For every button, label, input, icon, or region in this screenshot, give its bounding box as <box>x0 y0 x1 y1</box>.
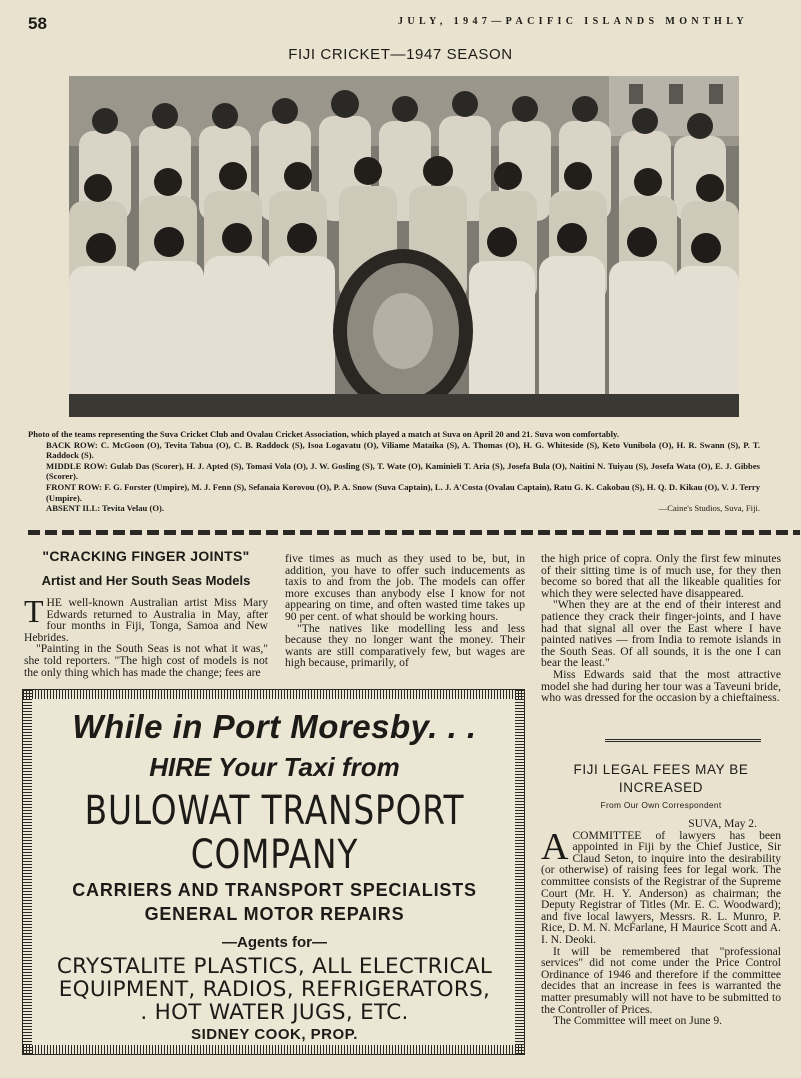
ad-company-name-2: COMPANY <box>190 832 359 878</box>
ad-agents-2: EQUIPMENT, RADIOS, REFRIGERATORS, <box>58 977 491 1002</box>
ad-border-bottom <box>23 1045 524 1054</box>
team-photo-image <box>69 76 739 417</box>
ad-proprietor: SIDNEY COOK, PROP. <box>191 1026 358 1043</box>
caption-back-row: BACK ROW: C. McGoon (O), Tevita Tabua (O), C. B. Raddock (S), Isoa Logavatu (O), Viliame Mataika (S), A. Thomas (O), H. G. Whiteside (S), Keto Vunibola (O), H. R. Swann (S), P. T. Raddock (S). <box>46 439 760 461</box>
legal-dropcap: A <box>541 825 569 868</box>
legal-paragraph-3: The Committee will meet on June 9. <box>553 1014 723 1028</box>
models-paragraph-1: THE well-known Australian artist Miss Mary Edwards returned to Australia in May, after four months in Fiji, Tonga, Samoa and New Hebrides. <box>24 593 268 644</box>
legal-paragraph-2: It will be remembered that "professional services" did not come under the Price Control Ordinance of 1946 and therefore if the committee decides that an increase in fees is warranted the matter presumably will not have to be submitted to the Controller of Prices. <box>541 944 781 1016</box>
caption-front-row: FRONT ROW: F. G. Forster (Umpire), M. J. Fenn (S), Sefanaia Korovou (O), P. A. Snow (Suva Captain), L. J. A'Costa (Ovalau Captain), Ratu G. K. Cakobau (S), H. Q. D. Kikau (O), V. J. Terry (Umpire). <box>46 481 760 503</box>
legal-article-title: FIJI LEGAL FEES MAY BE INCREASED <box>573 762 749 795</box>
caption-absent: ABSENT ILL: Tevita Velau (O). <box>46 503 165 514</box>
models-paragraph-3: five times as much as they used to be, but, in addition, you have to offer such inducements as taxis to and from the job. The models can offer more excuses than anybody else I know for not appearing on time, and often wasted time takes up 90 per cent. of what should be working hours. <box>285 552 525 623</box>
legal-article-body <box>541 818 781 1027</box>
models-paragraph-4: "The natives like modelling less and less because they no longer want the money. Their wants are still comparatively few, but wages are high because, primarily, of <box>285 621 525 670</box>
models-subhead: Artist and Her South Seas Models <box>41 573 251 588</box>
ad-headline: While in Port Moresby. . . <box>72 708 477 745</box>
models-article-right-column <box>541 553 781 704</box>
models-paragraph-2: "Painting in the South Seas is not what it was," she told reporters. "The high cost of models is not the only thing which has made the change; fees are <box>24 642 268 679</box>
ad-agents-1: CRYSTALITE PLASTICS, ALL ELECTRICAL <box>56 954 493 979</box>
models-headline: "CRACKING FINGER JOINTS" <box>42 548 250 564</box>
legal-paragraph-1: ACOMMITTEE of lawyers has been appointed in Fiji by the Chief Justice, Sir Claud Seton, to inquire into the desirability (or otherwise) of raising fees for legal work. The committee consists of the Registrar of the Supreme Court (Mr. H. Y. Anderson) as chairman; the Deputy Registrar of Titles (Mr. E. C. Woodward); and five local lawyers, Messrs. R. L. Munro, P. Rice, D. M. N. McFarlane, H Maurice Scott and A. I. N. Deoki. <box>541 825 781 946</box>
section-divider <box>28 530 800 535</box>
models-article-left-column <box>24 548 268 678</box>
models-paragraph-7: Miss Edwards said that the most attractive model she had during her tour was a Taveuni bride, who was dressed for the occasion by a chieftainess. <box>541 667 781 705</box>
page-number: 58 <box>28 14 47 33</box>
bulowat-transport-advertisement <box>22 689 525 1055</box>
article-title: FIJI CRICKET—1947 SEASON <box>288 46 513 63</box>
models-paragraph-5: the high price of copra. Only the first few minutes of their sitting time is of much use, for they then become so bored that all the likeable qualities for which they were selected have disappeared. <box>541 552 781 600</box>
caption-middle-row: MIDDLE ROW: Gulab Das (Scorer), H. J. Apted (S), Tomasi Vola (O), J. W. Gosling (S), T. Wate (O), Kaminieli T. Aria (S), Josefa Bula (O), Naitini N. Tuiyau (S), Josefa Wata (O), E. J. Gibbes (Scorer). <box>46 460 760 482</box>
article-separator-rule <box>605 739 761 742</box>
ad-agents-3: . HOT WATER JUGS, ETC. <box>140 1000 409 1025</box>
ad-services-2: GENERAL MOTOR REPAIRS <box>144 904 405 924</box>
ad-agents-label: —Agents for— <box>222 934 327 951</box>
team-photo <box>69 76 739 417</box>
legal-article-byline: From Our Own Correspondent <box>600 800 722 810</box>
ad-hire-line: HIRE Your Taxi from <box>149 752 400 782</box>
models-dropcap: T <box>24 593 44 629</box>
caption-intro: Photo of the teams representing the Suva Cricket Club and Ovalau Cricket Association, which played a match at Suva on April 20 and 21. Suva won comfortably. <box>28 429 620 439</box>
ad-border-top <box>23 690 524 699</box>
ad-company-name-1: BULOWAT TRANSPORT <box>84 788 465 834</box>
ad-services-1: CARRIERS AND TRANSPORT SPECIALISTS <box>72 880 477 900</box>
photo-caption <box>28 429 760 514</box>
models-paragraph-6: "When they are at the end of their interest and patience they crack their finger-joints, and I have had that signal all over the East where I have painted natives — from India to remote islands in the South Seas. Of all sounds, it is the one I can bear the least." <box>541 598 781 670</box>
photo-credit: —Caine's Studios, Suva, Fiji. <box>658 503 760 513</box>
legal-dateline: SUVA, May 2. <box>688 817 757 830</box>
running-head: JULY, 1947—PACIFIC ISLANDS MONTHLY <box>398 16 749 27</box>
models-article-middle-column <box>285 553 525 669</box>
